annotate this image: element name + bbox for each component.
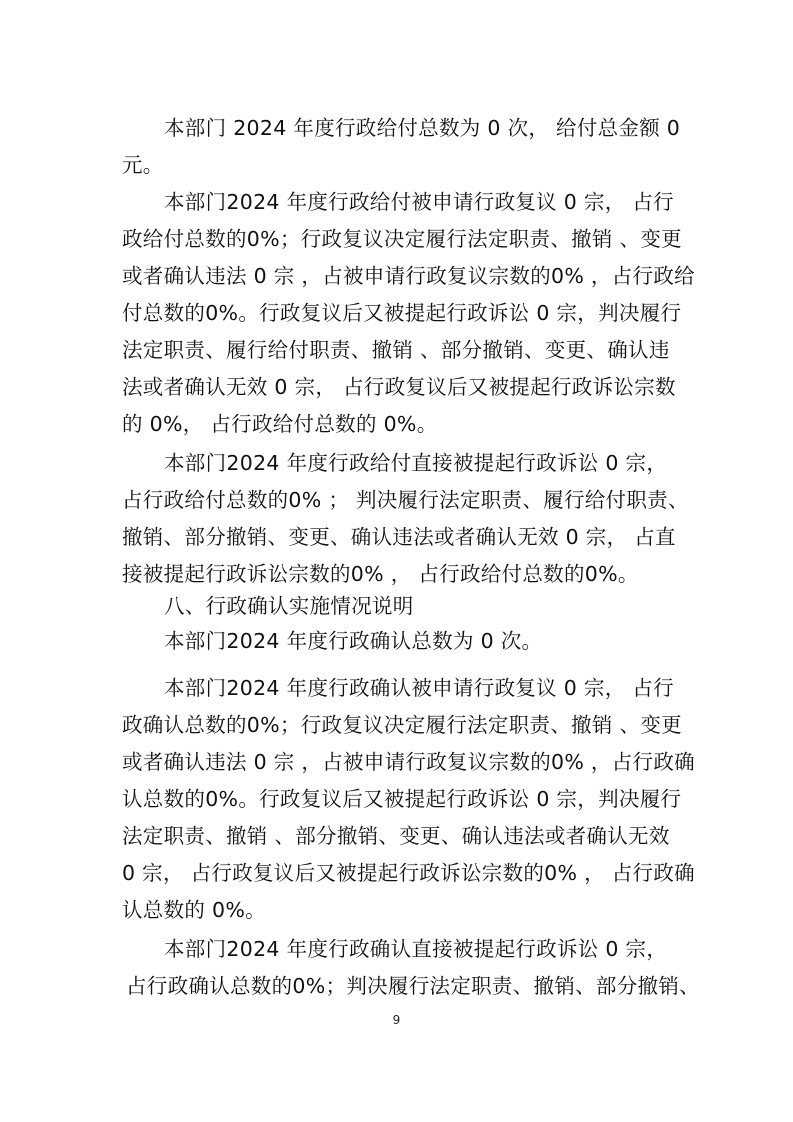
paragraph-line-12: 撤销、部分撤销、变更、确认违法或者确认无效 0 宗， 占直 <box>122 525 676 549</box>
paragraph-line-16: 本部门2024 年度行政确认被申请行政复议 0 宗， 占行 <box>164 676 674 700</box>
paragraph-line-23: 本部门2024 年度行政确认直接被提起行政诉讼 0 宗， <box>164 937 668 961</box>
paragraph-line-13: 接被提起行政诉讼宗数的0% ， 占行政给付总数的0%。 <box>122 562 639 586</box>
paragraph-line-15: 本部门2024 年度行政确认总数为 0 次。 <box>164 629 543 653</box>
paragraph-line-9: 的 0%， 占行政给付总数的 0%。 <box>122 412 438 436</box>
paragraph-line-10: 本部门2024 年度行政给付直接被提起行政诉讼 0 宗， <box>164 451 668 475</box>
paragraph-line-3: 本部门2024 年度行政给付被申请行政复议 0 宗， 占行 <box>164 190 674 214</box>
page-number: 9 <box>392 1013 401 1027</box>
paragraph-line-5: 或者确认违法 0 宗 ，占被申请行政复议宗数的0% ，占行政给 <box>122 264 695 288</box>
paragraph-line-4: 政给付总数的0%；行政复议决定履行法定职责、撤销 、变更 <box>122 227 682 251</box>
paragraph-line-21: 0 宗， 占行政复议后又被提起行政诉讼宗数的0% ， 占行政确 <box>122 861 695 885</box>
paragraph-line-20: 法定职责、撤销 、部分撤销、变更、确认违法或者确认无效 <box>122 824 670 848</box>
paragraph-line-7: 法定职责、履行给付职责、撤销 、部分撤销、变更、确认违 <box>122 338 670 362</box>
paragraph-line-17: 政确认总数的0%；行政复议决定履行法定职责、撤销 、变更 <box>122 713 682 737</box>
paragraph-line-6: 付总数的0%。行政复议后又被提起行政诉讼 0 宗，判决履行 <box>122 301 682 325</box>
paragraph-line-8: 法或者确认无效 0 宗， 占行政复议后又被提起行政诉讼宗数 <box>122 375 676 399</box>
paragraph-line-2: 元。 <box>122 153 164 177</box>
paragraph-line-1: 本部门 2024 年度行政给付总数为 0 次， 给付总金额 0 <box>164 116 681 140</box>
paragraph-line-22: 认总数的 0%。 <box>122 898 266 922</box>
paragraph-line-24: 占行政确认总数的0%；判决履行法定职责、撤销、部分撤销、 <box>126 974 700 998</box>
section-heading: 八、行政确认实施情况说明 <box>164 594 414 618</box>
paragraph-line-19: 认总数的0%。行政复议后又被提起行政诉讼 0 宗，判决履行 <box>122 787 682 811</box>
paragraph-line-11: 占行政给付总数的0% ； 判决履行法定职责、履行给付职责、 <box>122 488 689 512</box>
paragraph-line-18: 或者确认违法 0 宗 ，占被申请行政复议宗数的0% ，占行政确 <box>122 750 695 774</box>
